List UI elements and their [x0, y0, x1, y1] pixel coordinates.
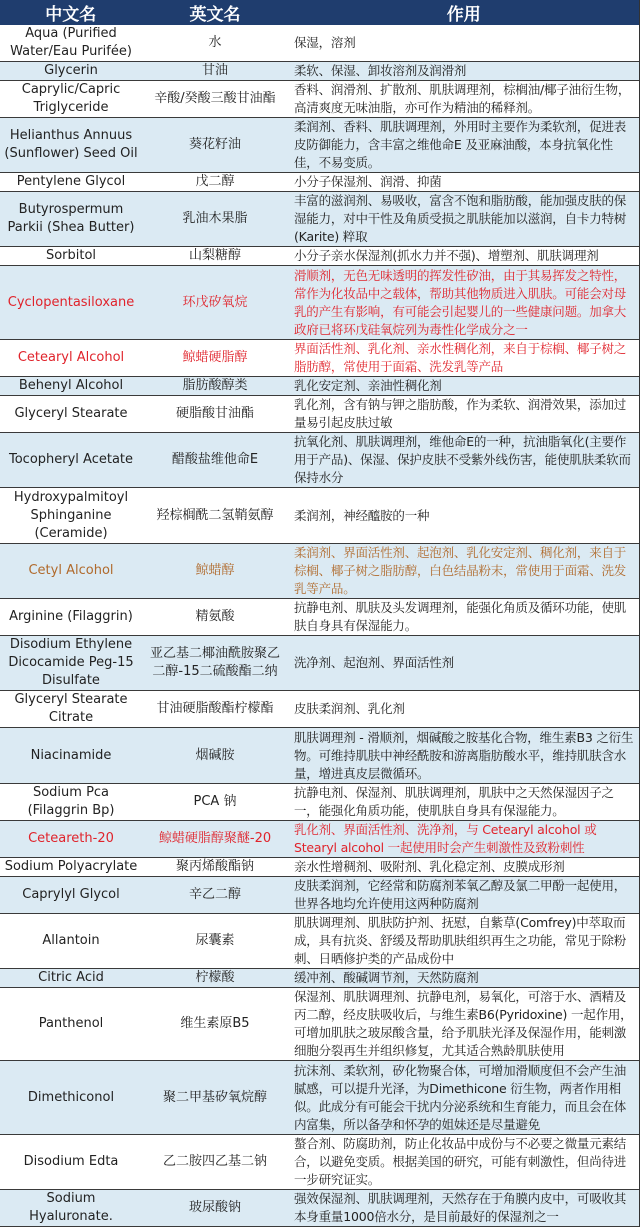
- ingredient-chinese-name: 醋酸盐维他命E: [142, 433, 288, 488]
- header-english-name: 英文名: [142, 0, 288, 25]
- ingredient-function: 丰富的滋润剂、易吸收，富含不饱和脂肪酸，能加强皮肤的保湿能力，对中干性及角质受损之肌肤能加以滋润，自卡力特树(Karite) 粹取: [288, 192, 640, 247]
- ingredient-chinese-name: 甘油: [142, 62, 288, 81]
- ingredient-chinese-name: 戊二醇: [142, 173, 288, 192]
- table-row: [0, 914, 640, 969]
- ingredient-function: 界面活性剂、乳化剂、亲水性稠化剂，来自于棕榈、椰子树之脂肪醇，常使用于面霜、洗发乳等产品: [288, 340, 640, 377]
- ingredient-chinese-name: 尿囊素: [142, 914, 288, 969]
- ingredient-chinese-name: 乳油木果脂: [142, 192, 288, 247]
- ingredient-function: 柔润剂、界面活性剂、起泡剂、乳化安定剂、稠化剂，来自于棕榈、椰子树之脂肪醇，白色结晶粉末，常使用于面霜、洗发乳等产品。: [288, 544, 640, 599]
- ingredient-english-name: Sodium Hyaluronate.: [0, 1190, 142, 1227]
- table-row: [0, 488, 640, 544]
- ingredient-english-name: Pentylene Glycol: [0, 173, 142, 192]
- ingredient-function: 亲水性增稠剂、吸附剂、乳化稳定剂、皮膜成形剂: [288, 858, 640, 877]
- ingredient-function: 缓冲剂、酸碱调节剂，天然防腐剂: [288, 969, 640, 988]
- ingredient-function: 小分子亲水保湿剂(抓水力并不强)、增塑剂、肌肤调理剂: [288, 247, 640, 266]
- ingredient-chinese-name: 甘油硬脂酸酯柠檬酯: [142, 691, 288, 728]
- table-row: [0, 81, 640, 118]
- ingredient-english-name: Helianthus Annuus (Sunflower) Seed Oil: [0, 118, 142, 173]
- ingredient-function: 柔润剂、香料、肌肤调理剂，外用时主要作为柔软剂，促进表皮防御能力，含丰富之维他命E 及亚麻油酸，本身抗氧化性佳，不易变质。: [288, 118, 640, 173]
- ingredient-english-name: Glyceryl Stearate: [0, 396, 142, 433]
- table-row: [0, 1135, 640, 1190]
- table-row: [0, 784, 640, 821]
- table-row: [0, 599, 640, 636]
- table-row: [0, 340, 640, 377]
- ingredient-english-name: Ceteareth-20: [0, 821, 142, 858]
- table-row: [0, 433, 640, 488]
- ingredient-chinese-name: 鲸蜡硬脂醇: [142, 340, 288, 377]
- ingredient-function: 洗净剂、起泡剂、界面活性剂: [288, 636, 640, 691]
- table-row: [0, 821, 640, 858]
- ingredient-chinese-name: 乙二胺四乙基二钠: [142, 1135, 288, 1190]
- table-body: [0, 25, 640, 1227]
- ingredient-english-name: Arginine (Filaggrin): [0, 599, 142, 636]
- ingredient-function: 肌肤调理剂 - 滑顺剂，烟碱酸之胺基化合物，维生素B3 之衍生物。可维持肌肤中神经酰胺和游离脂肪酸水平，维持肌肤含水量，增进真皮层微循环。: [288, 728, 640, 784]
- ingredient-english-name: Sodium Pca (Filaggrin Bp): [0, 784, 142, 821]
- table-row: [0, 691, 640, 728]
- ingredient-function: 乳化剂、界面活性剂、洗净剂，与 Cetearyl alcohol 或 Stearyl alcohol 一起使用时会产生刺激性及致粉刺性: [288, 821, 640, 858]
- table-row: [0, 192, 640, 247]
- table-row: [0, 858, 640, 877]
- table-row: [0, 877, 640, 914]
- ingredient-function: 保湿，溶剂: [288, 25, 640, 62]
- ingredient-function: 抗静电剂、保湿剂、肌肤调理剂，肌肤中之天然保湿因子之一，能强化角质功能，使肌肤自身具有保湿能力。: [288, 784, 640, 821]
- ingredient-function: 柔润剂，神经醯胺的一种: [288, 488, 640, 544]
- ingredient-english-name: Tocopheryl Acetate: [0, 433, 142, 488]
- ingredient-function: 皮肤柔润剂，它经常和防腐剂苯氧乙醇及氯二甲酚一起使用，世界各地均允许使用这两种防腐剂: [288, 877, 640, 914]
- ingredient-chinese-name: 脂肪酸醇类: [142, 377, 288, 396]
- ingredient-function: 抗静电剂、肌肤及头发调理剂，能强化角质及循环功能，使肌肤自身具有保湿能力。: [288, 599, 640, 636]
- ingredient-function: 柔软、保湿、卸妆溶剂及润滑剂: [288, 62, 640, 81]
- ingredient-function: 强效保湿剂、肌肤调理剂，天然存在于角膜内皮中，可吸收其本身重量1000倍水分，是目前最好的保湿剂之一: [288, 1190, 640, 1227]
- ingredient-function: 滑顺剂，无色无味透明的挥发性矽油，由于其易挥发之特性，常作为化妆品中之载体，帮助其他物质进入肌肤。可能会对母乳的产生有影响，有可能会引起婴儿的一些健康问题。加拿大政府已将环戊硅氧烷列为毒性化学成分之一: [288, 266, 640, 340]
- table-row: [0, 118, 640, 173]
- ingredient-english-name: Caprylic/Capric Triglyceride: [0, 81, 142, 118]
- table-row: [0, 728, 640, 784]
- ingredient-chinese-name: 葵花籽油: [142, 118, 288, 173]
- ingredient-chinese-name: 聚二甲基矽氧烷醇: [142, 1061, 288, 1135]
- table-row: [0, 988, 640, 1061]
- header-function: 作用: [288, 0, 640, 25]
- ingredient-function: 保湿剂、肌肤调理剂、抗静电剂，易氧化，可溶于水、酒精及丙二醇，经皮肤吸收后，与维生素B6(Pyridoxine) 一起作用，可增加肌肤之玻尿酸含量，给予肌肤光泽及保湿作用，能刺激细胞分裂再生并组织修复，尤其适合熟龄肌肤使用: [288, 988, 640, 1061]
- table-row: [0, 1190, 640, 1227]
- ingredient-function: 乳化剂，含有钠与钾之脂肪酸，作为柔软、润滑效果，添加过量易引起皮肤过敏: [288, 396, 640, 433]
- table-row: [0, 969, 640, 988]
- ingredient-chinese-name: 鲸蜡硬脂醇聚醚-20: [142, 821, 288, 858]
- ingredient-chinese-name: PCA 钠: [142, 784, 288, 821]
- ingredient-chinese-name: 精氨酸: [142, 599, 288, 636]
- ingredient-function: 螯合剂、防腐助剂，防止化妆品中成份与不必要之微量元素结合，以避免变质。根据美国的研究，可能有刺激性，但尚待进一步研究证实。: [288, 1135, 640, 1190]
- ingredient-english-name: Glyceryl Stearate Citrate: [0, 691, 142, 728]
- table-row: [0, 62, 640, 81]
- ingredient-chinese-name: 维生素原B5: [142, 988, 288, 1061]
- table-row: [0, 1061, 640, 1135]
- ingredient-chinese-name: 辛乙二醇: [142, 877, 288, 914]
- ingredient-english-name: Caprylyl Glycol: [0, 877, 142, 914]
- ingredient-english-name: Sodium Polyacrylate: [0, 858, 142, 877]
- ingredient-chinese-name: 水: [142, 25, 288, 62]
- ingredient-chinese-name: 亚乙基二椰油酰胺聚乙二醇-15二硫酸酯二纳: [142, 636, 288, 691]
- ingredient-english-name: Panthenol: [0, 988, 142, 1061]
- ingredient-english-name: Dimethiconol: [0, 1061, 142, 1135]
- table-row: [0, 173, 640, 192]
- ingredient-english-name: Allantoin: [0, 914, 142, 969]
- ingredient-chinese-name: 烟碱胺: [142, 728, 288, 784]
- ingredient-chinese-name: 环戊矽氧烷: [142, 266, 288, 340]
- table-row: [0, 377, 640, 396]
- ingredient-chinese-name: 柠檬酸: [142, 969, 288, 988]
- ingredient-english-name: Citric Acid: [0, 969, 142, 988]
- ingredient-chinese-name: 山梨糖醇: [142, 247, 288, 266]
- ingredient-english-name: Cyclopentasiloxane: [0, 266, 142, 340]
- table-row: [0, 396, 640, 433]
- ingredient-english-name: Niacinamide: [0, 728, 142, 784]
- table-row: [0, 636, 640, 691]
- ingredient-chinese-name: 羟棕榈酰二氢鞘氨醇: [142, 488, 288, 544]
- table-row: [0, 266, 640, 340]
- ingredient-english-name: Butyrospermum Parkii (Shea Butter): [0, 192, 142, 247]
- ingredient-function: 皮肤柔润剂、乳化剂: [288, 691, 640, 728]
- ingredient-function: 抗沫剂、柔软剂，矽化物聚合体，可增加滑顺度但不会产生油腻感，可以提升光泽，为Dimethicone 衍生物，两者作用相似。此成分有可能会干扰内分泌系统和生育能力，而且会在体内富集，所以备孕和怀孕的姐妹还是尽量避免: [288, 1061, 640, 1135]
- table-row: [0, 544, 640, 599]
- ingredient-function: 抗氧化剂、肌肤调理剂，维他命E的一种，抗油脂氧化(主要作用于产品)、保湿、保护皮肤不受紫外线伤害，能使肌肤柔软而保持水分: [288, 433, 640, 488]
- ingredient-english-name: Disodium Ethylene Dicocamide Peg-15 Disulfate: [0, 636, 142, 691]
- ingredient-english-name: Glycerin: [0, 62, 142, 81]
- ingredient-function: 小分子保湿剂、润滑、抑菌: [288, 173, 640, 192]
- ingredient-english-name: Cetyl Alcohol: [0, 544, 142, 599]
- header-chinese-name: 中文名: [0, 0, 142, 25]
- ingredient-chinese-name: 鲸蜡醇: [142, 544, 288, 599]
- ingredient-english-name: Disodium Edta: [0, 1135, 142, 1190]
- table-header-row: [0, 0, 640, 25]
- ingredient-chinese-name: 辛酸/癸酸三酸甘油酯: [142, 81, 288, 118]
- ingredient-function: 香料、润滑剂、扩散剂、肌肤调理剂，棕榈油/椰子油衍生物，高清爽度无味油脂，亦可作为精油的稀释剂。: [288, 81, 640, 118]
- ingredient-english-name: Cetearyl Alcohol: [0, 340, 142, 377]
- ingredient-english-name: Hydroxypalmitoyl Sphinganine (Ceramide): [0, 488, 142, 544]
- ingredient-english-name: Behenyl Alcohol: [0, 377, 142, 396]
- table-row: [0, 25, 640, 62]
- ingredient-function: 乳化安定剂、亲油性稠化剂: [288, 377, 640, 396]
- ingredient-english-name: Aqua (Purified Water/Eau Purifée): [0, 25, 142, 62]
- ingredient-function: 肌肤调理剂、肌肤防护剂、抚慰，自紫草(Comfrey)中萃取而成，具有抗炎、舒缓及帮助肌肤组织再生之功能，常见于除粉刺、日晒修护类的产品成份中: [288, 914, 640, 969]
- table-row: [0, 247, 640, 266]
- ingredient-chinese-name: 硬脂酸甘油酯: [142, 396, 288, 433]
- ingredient-english-name: Sorbitol: [0, 247, 142, 266]
- ingredient-chinese-name: 玻尿酸钠: [142, 1190, 288, 1227]
- ingredient-chinese-name: 聚丙烯酸酯钠: [142, 858, 288, 877]
